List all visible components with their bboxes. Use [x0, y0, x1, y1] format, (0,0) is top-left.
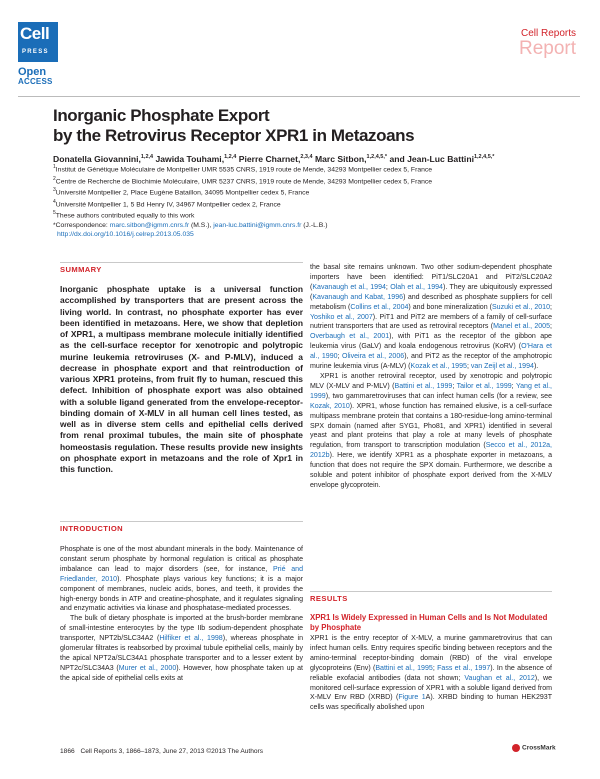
article-title [53, 106, 573, 146]
citation-link[interactable]: Oliveira et al., 2006 [341, 353, 405, 361]
email-link-battini[interactable]: jean-luc.battini@igmm.cnrs.fr [213, 221, 302, 229]
citation-link[interactable]: Suzuki et al., 2010 [491, 303, 551, 311]
citation-link[interactable]: Prié and Friedlander, 2010 [60, 565, 303, 583]
citation-link[interactable]: Overbaugh et al., 2001 [310, 333, 390, 341]
body-text: XPR1 is another retroviral receptor, used by xenotropic and polytropic MLV (X-MLV and P-MLV) ( [310, 372, 552, 390]
affiliation-item: $^3$Université Montpellier 2, Place Eugène Bataillon, 34095 Montpellier cedex 5, France [53, 187, 310, 197]
body-text: ). Here, we identify XPR1 as a phosphate exporter in metazoans, a function that does not require the SPX domain. Furthermore, we describe a soluble and potent inhibitor of phosphate export derived from the X-MLV envelope glycoprotein. [310, 452, 552, 489]
author-name: Marc Sitbon, [314, 153, 367, 164]
intro-paragraph-2 [60, 614, 303, 683]
body-text: ; [432, 664, 438, 672]
article-type: Report [518, 38, 576, 59]
citation-link[interactable]: Battini et al., 1999 [394, 382, 453, 390]
citation-link[interactable]: Kavanaugh and Kabat, 1996 [312, 293, 404, 301]
intro-rule [60, 521, 303, 522]
correspondence: *Correspondence: marc.sitbon@igmm.cnrs.fr (M.S.), jean-luc.battini@igmm.cnrs.fr (J.-L.B.) [53, 221, 328, 229]
summary-rule [60, 262, 303, 263]
author-affiliation-marker: 2,3,4 [300, 154, 313, 160]
right-paragraph-2 [310, 372, 552, 491]
affiliation-item: $^5$These authors contributed equally to this work [53, 210, 195, 220]
body-text: ; [550, 323, 552, 331]
author-name: and Jean-Luc Battini [389, 153, 474, 164]
body-text: the basal site remains unknown. Two other sodium-dependent phosphate importers have been identified: PiT1/SLC20A1 and PiT2/SLC20A2 ( [310, 264, 552, 291]
author-affiliation-marker: 1,2,4,5,* [366, 154, 388, 160]
results-heading: RESULTS [310, 594, 348, 603]
summary-text: Inorganic phosphate uptake is a universal function accomplished by transporters that are present across the living world. In contrast, no phosphate exporter has ever been identified in metazoans. Here, we show that depletion of XPR1, a multipass membrane molecule initially identified as the cell-surface receptor for xenotropic and polytropic murine leukemia retroviruses (X- and P-MLV), induced a decrease in phosphate export and that reintroduction of various XPR1 proteins, from fruit fly to human, rescued this defect. Inhibition of phosphate export was also obtained with a soluble ligand generated from the envelope-receptor-binding domain of X-MLV in all human cell lines tested, as well as in diverse stem cells and epithelial cells derived from renal proximal tubules, the main site of phosphate homeostasis regulation. These results provide new insights on phosphate export in metazoans and the role of Xpr1 in this function. [60, 284, 303, 474]
body-text: ; [466, 363, 471, 371]
citation-link[interactable]: Hilfiker et al., 1998 [159, 635, 223, 643]
logo-text-press: PRESS [22, 49, 49, 55]
body-text: ; [511, 382, 516, 390]
affiliation-item: $^1$Institut de Génétique Moléculaire de Montpellier UMR 5535 CNRS, 1919 route de Mende, 34293 Montpellier cedex 5, France [53, 164, 433, 174]
results-paragraph-1 [310, 634, 552, 713]
citation-link[interactable]: Kavanaugh et al., 1994 [312, 283, 386, 291]
body-text: The bulk of dietary phosphate is imported at the brush-border membrane of small-intestine enterocytes by the type IIb sodium-dependent phosphate transporter, NPT2b/SLC34A2 ( [60, 615, 303, 643]
citation-link[interactable]: Collins et al., 2004 [350, 303, 409, 311]
logo-text-cell: Cell [20, 24, 50, 43]
results-body [310, 634, 552, 713]
journal-name: Cell Reports [520, 28, 576, 39]
intro-paragraph-1 [60, 545, 303, 614]
body-text: A). XRBD binding to human HEK293T cells was specifically abolished upon [310, 694, 553, 712]
citation-line: Cell Reports 3, 1866–1873, June 27, 2013 ©2013 The Authors [80, 748, 264, 755]
body-text: ; [550, 303, 552, 311]
body-text: ; [337, 353, 342, 361]
results-rule [310, 591, 552, 592]
email-link-sitbon[interactable]: marc.sitbon@igmm.cnrs.fr [109, 221, 190, 229]
header-divider [18, 96, 580, 97]
citation-link[interactable]: Kozak et al., 1995 [410, 363, 467, 371]
results-subheading: XPR1 Is Widely Expressed in Human Cells and Is Not Modulated by Phosphate [310, 613, 548, 632]
affiliations [53, 163, 583, 239]
title-line-2: by the Retrovirus Receptor XPR1 in Metazoans [53, 126, 415, 145]
body-text: ). XPR1, whose function has remained elusive, is a cell-surface multipass membrane protein that contains a 180-residue-long amino-terminal SPX domain (named after SYG1, Pho81, and XPR1) identified in several yeast and plant proteins that play a role at many levels of phosphate regulation, from transport to transcription modulation ( [310, 402, 552, 450]
body-text: ). They are ubiquitously expressed ( [310, 283, 552, 301]
citation-link[interactable]: Olah et al., 1994 [390, 283, 443, 291]
body-text: ). [533, 363, 539, 371]
citation-link[interactable]: Kozak, 2010 [310, 402, 350, 410]
citation-link[interactable]: Fass et al., 1997 [437, 664, 491, 672]
introduction-body [60, 545, 303, 684]
body-text: ) and bone mineralization ( [408, 303, 492, 311]
body-text: ), whereas phosphate in glomerular filtrates is reabsorbed by proximal tubule epithelial cells, mainly by the apical NPT2a/SLC34A1 phosphate transporter and to a lesser extent by NPT2c/SLC34A3 ( [60, 635, 303, 672]
body-text: ; [452, 382, 457, 390]
citation-link[interactable]: Yoshiko et al., 2007 [310, 313, 373, 321]
author-name: Donatella Giovannini, [53, 153, 141, 164]
citation-link[interactable]: Figure 1 [398, 694, 426, 702]
summary-heading: SUMMARY [60, 265, 102, 274]
author-name: Jawida Touhami, [155, 153, 225, 164]
affiliation-list [53, 163, 583, 221]
introduction-heading: INTRODUCTION [60, 524, 124, 533]
affiliation-item: $^4$Université Montpellier 1, 5 Bd Henry IV, 34967 Montpellier cedex 2, France [53, 198, 281, 208]
crossmark-badge[interactable]: CrossMark [512, 744, 556, 752]
right-column-body [310, 263, 552, 491]
body-text: ), with PiT1 as the receptor of the gibbon ape leukemia virus (GaLV) and koala endogenous retrovirus (KoRV) ( [310, 333, 552, 351]
title-line-1: Inorganic Phosphate Export [53, 106, 270, 125]
open-access-label: Open [18, 66, 47, 78]
body-text: ). Phosphate plays various key functions; it is a major component of membranes, nucleic acids, bones, and teeth, it provides the high-energy bonds in ATP and creatine-phosphate, and it regulates signaling and enzymatic activities via kinase and phosphatase-mediated processes. [60, 575, 303, 613]
page-footer [60, 748, 263, 756]
page-number: 1866 [60, 748, 75, 755]
body-text: ). PiT1 and PiT2 are members of a family of cell-surface nutrient transporters that are used as retroviral receptors ( [310, 313, 552, 331]
citation-link[interactable]: Murer et al., 2000 [118, 664, 177, 672]
body-text: ) and described as phosphate suppliers for cell metabolism ( [310, 293, 552, 311]
affiliation-item: $^2$Centre de Recherche de Biochimie Moléculaire, UMR 5237 CNRS, 1919 route de Mende, 34293 Montpellier cedex 5, France [53, 175, 433, 185]
open-access-sublabel: ACCESS [18, 77, 53, 86]
citation-link[interactable]: Vaughan et al., 2012 [464, 674, 535, 682]
body-text: Phosphate is one of the most abundant minerals in the body. Maintenance of constant serum phosphate by hormonal regulation is critical as phosphate imbalance can lead to major disorders (see, for instance, [60, 546, 303, 573]
crossmark-icon [512, 744, 520, 752]
citation-link[interactable]: van Zeijl et al., 1994 [470, 363, 534, 371]
right-paragraph-1 [310, 263, 552, 372]
author-affiliation-marker: 1,2,4 [140, 154, 154, 160]
citation-link[interactable]: Tailor et al., 1999 [456, 382, 512, 390]
author-affiliation-marker: 1,2,4,5,* [473, 154, 495, 160]
citation-link[interactable]: Battini et al., 1995 [375, 664, 433, 672]
body-text: ), two gammaretroviruses that can infect human cells (for a review, see [325, 392, 552, 400]
author-name: Pierre Charnet, [238, 153, 301, 164]
body-text: ). However, how phosphate taken up at the apical side of epithelial cells exits at [60, 664, 303, 682]
author-affiliation-marker: 1,2,4 [224, 154, 237, 160]
body-text: ). In the absence of reliable exofacial antibodies (data not shown; [310, 664, 552, 682]
body-text: XPR1 is the entry receptor of X-MLV, a murine gammaretrovirus that can infect human cells. Entry requires specific binding between receptors and the amino-terminal receptor-binding domain (RBD) of the viral envelope glycoproteins (Env) ( [310, 635, 552, 672]
citation-link[interactable]: Manel et al., 2005 [493, 323, 551, 331]
doi-link[interactable]: http://dx.doi.org/10.1016/j.celrep.2013.05.035 [57, 231, 194, 239]
cell-press-logo [18, 22, 58, 62]
body-text: ; [385, 283, 391, 291]
citation-link[interactable]: Secco et al., 2012a, 2012b [310, 442, 552, 460]
body-text: ), and PiT2 as the receptor of the amphotropic murine leukemia virus (A-MLV) ( [310, 353, 552, 371]
citation-link[interactable]: O'Hara et al., 1990 [310, 343, 553, 361]
citation-link[interactable]: Yang et al., 1999 [310, 382, 553, 400]
body-text: ), we monitored cell-surface expression of XPR1 with a soluble ligand derived from X-MLV Env RBD (XRBD) ( [310, 674, 552, 702]
